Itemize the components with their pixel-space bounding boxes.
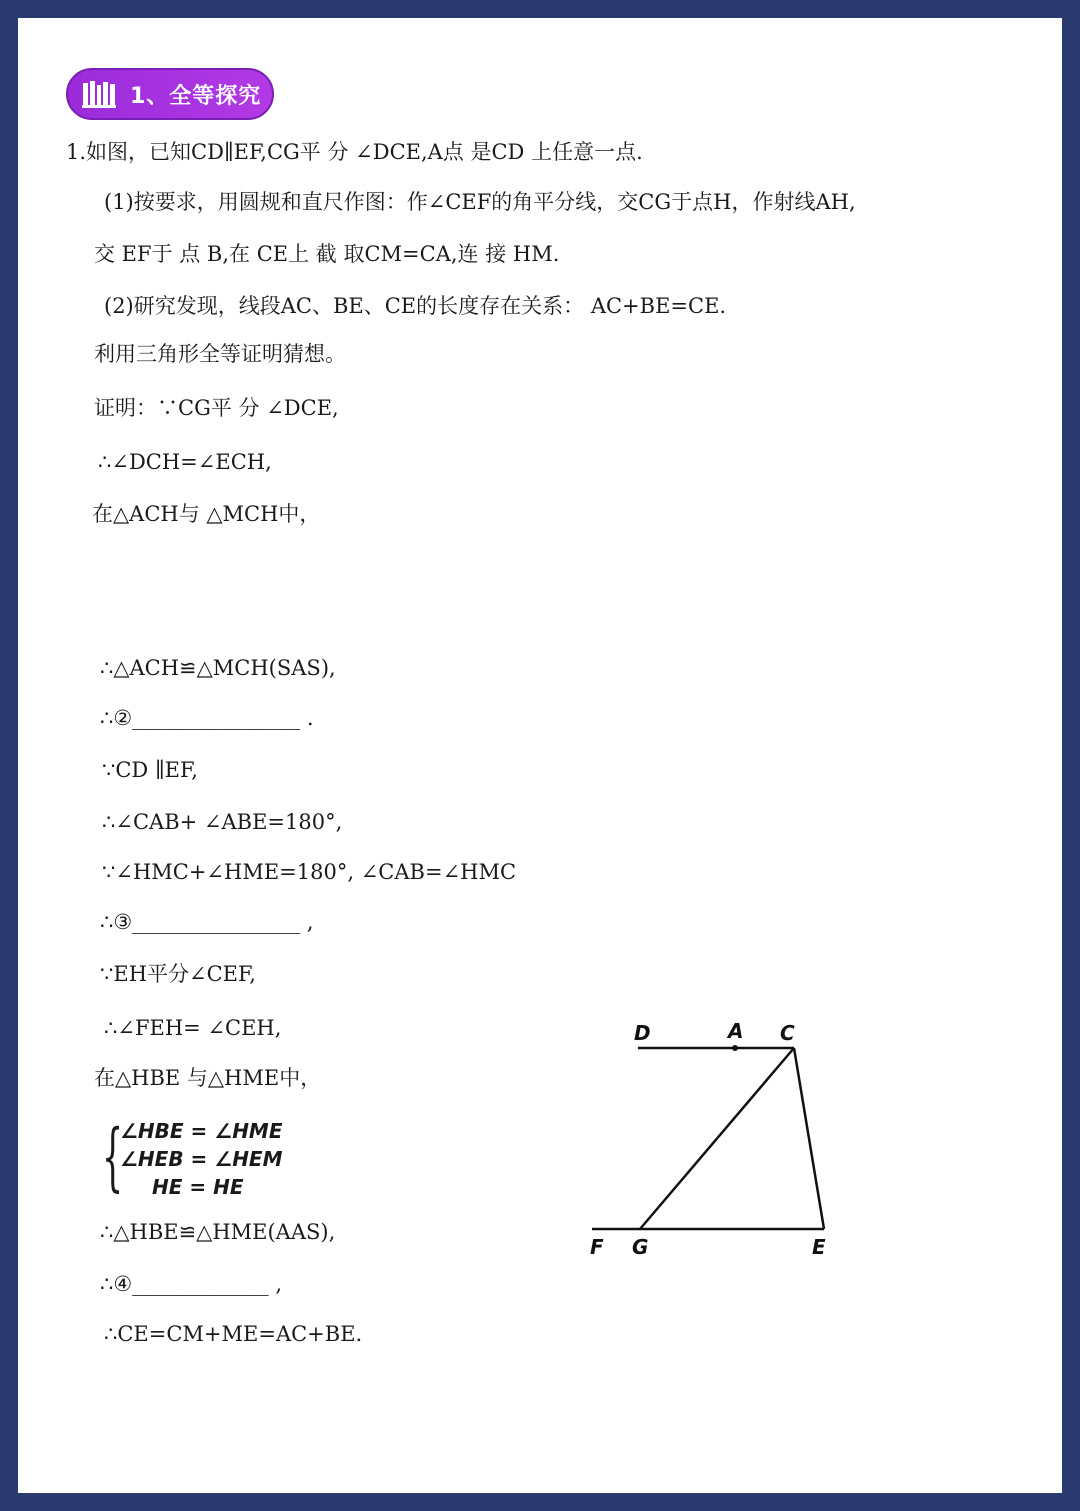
system-equation-1: ∠HBE = ∠HME bbox=[120, 1119, 283, 1143]
question-statement: 1.如图，已知CD∥EF,CG平 分 ∠DCE,A点 是CD 上任意一点. bbox=[66, 140, 643, 164]
proof-line-1: 证明：∵CG平 分 ∠DCE, bbox=[94, 396, 339, 420]
question-part-2-continued: 利用三角形全等证明猜想。 bbox=[94, 342, 346, 366]
proof-line-3: 在△ACH与 △MCH中， bbox=[92, 502, 321, 526]
proof-line-7: ∴∠CAB+ ∠ABE=180°, bbox=[102, 810, 343, 834]
question-part-1: (1)按要求，用圆规和直尺作图：作∠CEF的角平分线，交CG于点H，作射线AH, bbox=[104, 190, 856, 214]
label-e: E bbox=[812, 1235, 826, 1259]
proof-line-2: ∴∠DCH=∠ECH, bbox=[98, 450, 272, 474]
system-equation-2: ∠HEB = ∠HEM bbox=[120, 1147, 283, 1171]
segment-cg bbox=[640, 1048, 794, 1229]
proof-line-8: ∵∠HMC+∠HME=180°, ∠CAB=∠HMC bbox=[102, 860, 517, 884]
point-a bbox=[732, 1045, 738, 1051]
worksheet-page bbox=[18, 18, 1062, 1493]
proof-blank-2: ∴②________________ . bbox=[100, 706, 314, 730]
equation-system bbox=[102, 1114, 292, 1200]
geometry-figure bbox=[578, 1018, 838, 1268]
proof-blank-3: ∴③________________ , bbox=[100, 910, 314, 934]
segment-ce bbox=[794, 1048, 824, 1229]
proof-line-6: ∵CD ∥EF, bbox=[102, 758, 198, 782]
label-f: F bbox=[590, 1235, 604, 1259]
proof-line-13: ∴△HBE≌△HME(AAS), bbox=[100, 1220, 336, 1244]
system-equation-3: HE = HE bbox=[152, 1175, 244, 1199]
books-icon bbox=[82, 79, 116, 109]
proof-conclusion: ∴CE=CM+ME=AC+BE. bbox=[104, 1322, 363, 1346]
brace-symbol: { bbox=[102, 1114, 124, 1200]
geometry-diagram bbox=[578, 1018, 838, 1268]
proof-line-11: ∴∠FEH= ∠CEH, bbox=[104, 1016, 282, 1040]
proof-blank-4: ∴④_____________ , bbox=[100, 1272, 283, 1296]
label-a: A bbox=[728, 1019, 744, 1043]
proof-line-4: ∴△ACH≌△MCH(SAS), bbox=[100, 656, 336, 680]
proof-line-10: ∵EH平分∠CEF, bbox=[100, 962, 256, 986]
proof-line-12: 在△HBE 与△HME中， bbox=[94, 1066, 322, 1090]
label-c: C bbox=[780, 1021, 795, 1045]
section-title: 1、全等探究 bbox=[130, 83, 262, 109]
label-g: G bbox=[632, 1235, 649, 1259]
question-part-1-continued: 交 EF于 点 B,在 CE上 截 取CM=CA,连 接 HM. bbox=[94, 242, 560, 266]
question-part-2: (2)研究发现，线段AC、BE、CE的长度存在关系： AC+BE=CE. bbox=[104, 294, 727, 318]
section-badge bbox=[66, 68, 274, 120]
label-d: D bbox=[634, 1021, 651, 1045]
